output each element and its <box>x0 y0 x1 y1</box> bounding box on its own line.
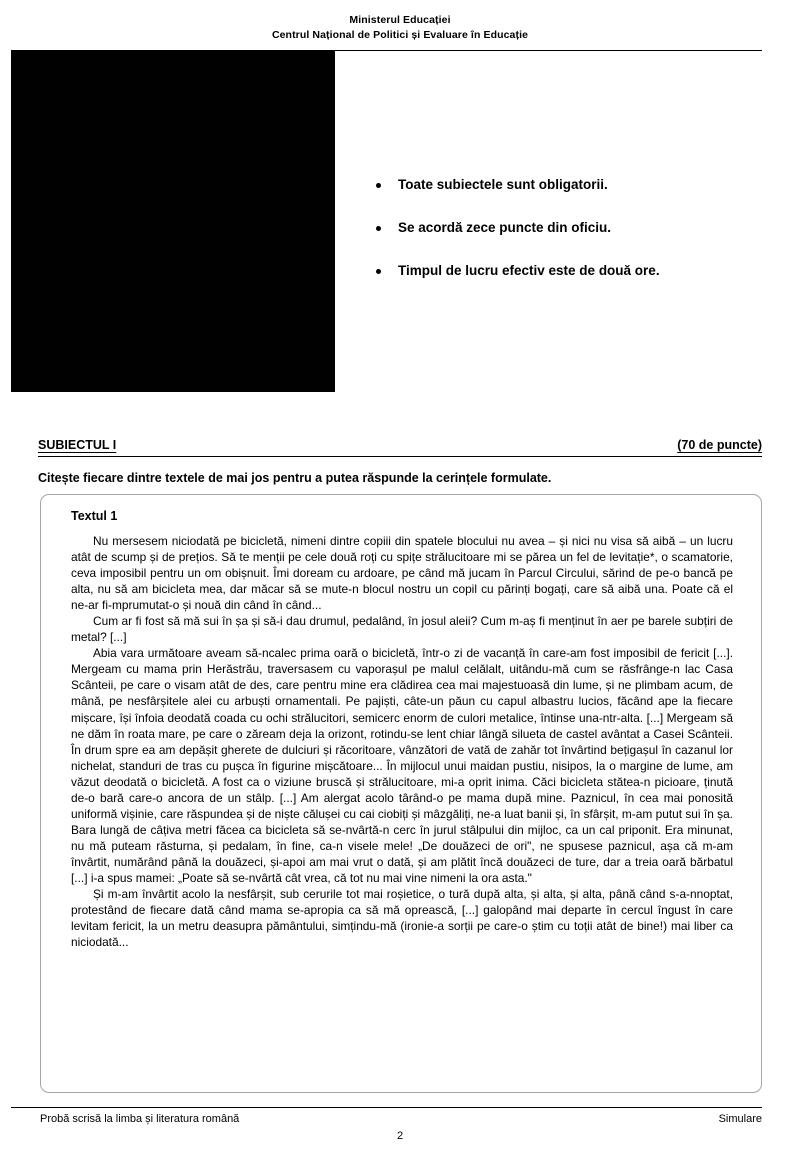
footer-exam-session: Simulare <box>718 1113 762 1125</box>
exam-instructions-list <box>372 176 762 280</box>
header-ministry: Ministerul Educației <box>349 14 451 26</box>
paragraph: Cum ar fi fost să mă sui în șa și să-i dau drumul, pedalând, în josul aleii? Cum m-aș fi menținut în aer pe barele subțiri de metal? [...] <box>71 614 733 645</box>
list-item <box>372 219 762 237</box>
subject-instruction: Citește fiecare dintre textele de mai jos pentru a putea răspunde la cerințele formulate. <box>38 471 552 485</box>
footer-exam-name: Probă scrisă la limba și literatura română <box>40 1113 240 1125</box>
paragraph: Nu mersesem niciodată pe bicicletă, nimeni dintre copiii din spatele blocului nu avea – și nici nu visa să aibă – un lucru atât de scump și de prețios. Să te menții pe cele două roți cu spițe strălucitoare mi se părea un fel de levitație*, o scamatorie, ceva imposibil pentru un om obișnuit. Îmi doream cu ardoare, pe când mă jucam în Parcul Circului, sărind de pe-o bancă pe alta, nu să am bicicleta mea, dar măcar să se mute-n blocul nostru un copil cu părinți bogați, care să aibă una. Poate că el ne-ar fi-mprumutat-o și nouă din când în când... <box>71 534 733 613</box>
subject-divider <box>38 456 762 457</box>
bullet-dot-icon <box>376 226 381 231</box>
subject-header-row <box>38 438 762 456</box>
list-item <box>372 176 762 194</box>
instruction-text: Toate subiectele sunt obligatorii. <box>398 177 608 192</box>
page-number: 2 <box>396 1130 404 1142</box>
bullet-dot-icon <box>376 183 381 188</box>
instruction-text: Se acordă zece puncte din oficiu. <box>398 220 612 235</box>
bullet-dot-icon <box>376 269 381 274</box>
paragraph: Și m-am învârtit acolo la nesfârșit, sub cerurile tot mai roșietice, o tură după alta, și alta, și alta, până când s-a-nnoptat, protestând de fiecare dată când mama se-apropia ca să mă oprească, [...] galopând mai departe în cercul îngust în care levitam fericit, la un metru deasupra pământului, simțindu-mă (ironie-a sorții pe care-o știm cu toții atât de bine!) mai liber ca niciodată... <box>71 887 733 950</box>
subject-title: SUBIECTUL I <box>38 438 117 452</box>
subject-points: (70 de puncte) <box>677 438 762 452</box>
paragraph: Abia vara următoare aveam să-ncalec prima oară o bicicletă, într-o zi de vacanță în care-am fost imposibil de fericit [...]. Mergeam cu mama prin Herăstrău, traversasem cu vaporașul pe malul celălalt, uitându-mă cum se răsfrânge-n lac Casa Scânteii, pe care o visam atât de des, care pentru mine era clădirea cea mai majestuoasă din lume, și ne plimbam acum, de mână, pe nesfârșitele alei cu arbuști ornamentali. Pe pajiști, câte-un păun cu capul albastru lucios, făcând ape la fiecare mișcare, își înfoia deodată coada cu ochi strălucitori, semicerc enorm de culori metalice, întinse una-ntr-alta. [...] Mergeam să ne dăm în roata mare, pe care o zăream deja la orizont, rotindu-se lent chiar lângă silueta de castel avântat a Casei Scânteii. În drum spre ea am depășit gherete de dulciuri și răcoritoare, vânzători de vată de zahăr tot învârtind bețigașul în cazanul lor nichelat, standuri de tras cu pușca în figurine mișcătoare... În mijlocul unui maidan pustiu, nisipos, la o margine de lume, am văzut deodată o bicicletă. A fost ca o viziune bruscă și strălucitoare, mi-a oprit inima. Căci bicicleta stătea-n picioare, ținută de-o bară care-o ancora de un stâlp. [...] Am alergat acolo târând-o pe mama după mine. Paznicul, în cea mai ponosită uniformă vișinie, care răspundea și de niște călușei cu cai ciobiți și mâzgăliți, ne-a luat banii și, în sfârșit, m-am putut sui în șa. Bara lungă de câțiva metri făcea ca bicicleta să se-nvârtă-n cerc în jurul stâlpului din mijloc, ca un cal priponit. Era minunat, nu mă puteam răsturna, și pedalam, în fine, ca-n visele mele! „De douăzeci de ori", ne spusese paznicul, așa că m-am învârtit, numărând până la douăzeci, și-apoi am mai vrut o dată, și am plătit încă douăzeci de ture, dar a treia oară bărbatul [...] i-a spus mamei: „Poate să se-nvârtă cât vrea, că tot nu mai vine nimeni la ora asta." <box>71 646 733 885</box>
text-excerpt-content <box>71 508 733 950</box>
instruction-text: Timpul de lucru efectiv este de două ore. <box>398 263 660 278</box>
redacted-logo-box <box>11 51 335 392</box>
text-excerpt-heading: Textul 1 <box>71 509 118 523</box>
header-institution: Centrul Național de Politici și Evaluare în Educație <box>271 29 529 41</box>
text-excerpt-box <box>40 494 762 1093</box>
footer-divider <box>11 1107 762 1108</box>
document-header <box>0 13 800 43</box>
list-item <box>372 262 762 280</box>
